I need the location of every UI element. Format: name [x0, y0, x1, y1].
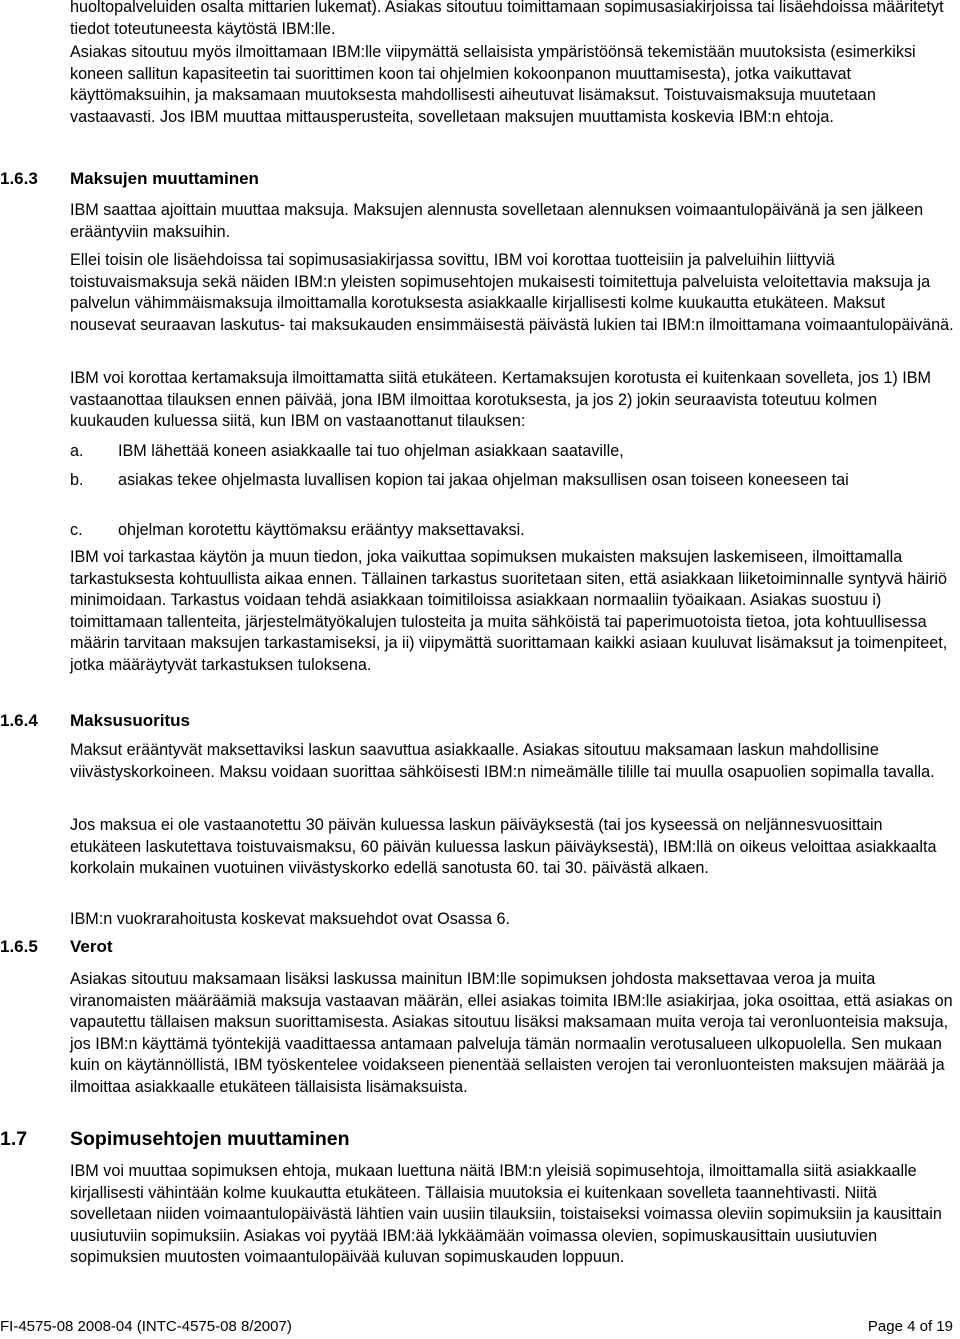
section-heading-1-6-4 [0, 710, 190, 732]
list-marker: c. [70, 521, 83, 539]
section-heading-1-6-3 [0, 168, 259, 190]
paragraph-payment-due: Maksut erääntyvät maksettaviksi laskun saavuttua asiakkaalle. Asiakas sitoutuu maksamaan laskun mahdollisine viivästyskorkoineen. Maksu voidaan suorittaa sähköisesti IBM:n nimeämälle tilille tai muulla osapuolien sopimalla tavalla. [70, 741, 935, 781]
section-title: Sopimusehtojen muuttaminen [70, 1128, 350, 1150]
paragraph-environment-changes: Asiakas sitoutuu myös ilmoittamaan IBM:lle viipymättä sellaisista ympäristöönsä tekemistään muutoksista (esimerkiksi koneen sallitun kapasiteetin tai suorittimen koon tai ohjelmien kokoonpanon muuttamisesta), jotka vaikuttavat käyttömaksuihin, ja maksamaan muutoksesta mahdollisesti aiheutuvat lisämaksut. Toistuvaismaksuja muutetaan vastaavasti. Jos IBM muuttaa mittausperusteita, sovelletaan maksujen muuttamista koskevia IBM:n ehtoja. [70, 43, 916, 126]
paragraph-taxes: Asiakas sitoutuu maksamaan lisäksi laskussa mainitun IBM:lle sopimuksen johdosta maksettavaa veroa ja muita viranomaisten määräämiä maksuja vastaavan määrän, ellei asiakas toimita IBM:lle asiakirjaa, joka osoittaa, että asiakas on vapautettu tällaisen maksun suorittamisesta. Asiakas sitoutuu lisäksi maksamaan muita veroja tai veronluonteisia maksuja, jos IBM:n käyttämä työntekijä vaadittaessa antamaan palveluja tämän normaalin verotusalueen ulkopuolella. Sen mukaan kuin on käytännöllistä, IBM työskentelee voidakseen pienentää sellaisten verojen tai veronluonteisten maksujen määrää ja ilmoittaa asiakkaalle etukäteen tällaisista lisämaksuista. [70, 970, 953, 1096]
paragraph-audit: IBM voi tarkastaa käytön ja muun tiedon, joka vaikuttaa sopimuksen mukaisten maksujen laskemiseen, ilmoittamalla tarkastuksesta kohtuullista aikaa ennen. Tällainen tarkastus suoritetaan siten, että asiakkaan liiketoiminnalle syntyvä häiriö minimoidaan. Tarkastus voidaan tehdä asiakkaan toimitiloissa asiakkaan normaaliin työaikaan. Asiakas suostuu i) toimittamaan tallenteita, järjestelmätyökalujen tulosteita ja muita sähköistä tai paperimuotoista tietoa, jota kohtuullisessa määrin tarvitaan maksujen tarkastamiseksi, ja ii) viipymättä suorittamaan kaikki asiaan kuuluvat lisämaksut ja toimenpiteet, jotka määräytyvät tarkastuksen tuloksena. [70, 548, 948, 674]
paragraph-price-changes: IBM saattaa ajoittain muuttaa maksuja. Maksujen alennusta sovelletaan alennuksen voimaantulopäivänä ja sen jälkeen erääntyviin maksuihin. [70, 201, 924, 241]
section-heading-1-6-5 [0, 936, 113, 958]
section-title: Verot [70, 937, 113, 956]
footer-document-id: FI-4575-08 2008-04 (INTC-4575-08 8/2007) [0, 1318, 292, 1335]
list-item [70, 520, 955, 542]
paragraph-terms-changes: IBM voi muuttaa sopimuksen ehtoja, mukaan luettuna näitä IBM:n yleisiä sopimusehtoja, ilmoittamalla siitä asiakkaalle kirjallisesti vähintään kolme kuukautta etukäteen. Tällaisia muutoksia ei kuitenkaan sovelleta taannehtivasti. Niitä sovelletaan niiden voimaantulopäivästä lähtien vain uusiin tilauksiin, toistaiseksi voimassa oleviin sopimuksiin ja kausittain uusiutuviin sopimuksiin. Asiakas voi pyytää IBM:ää lykkäämään voimassa olevien, sopimuskausittain uusiutuvien sopimuksien muutosten voimaantulopäivää kuluvan sopimuskauden loppuun. [70, 1162, 942, 1266]
paragraph-late-payment: Jos maksua ei ole vastaanotettu 30 päivän kuluessa laskun päiväyksestä (tai jos kyseessä on neljännesvuosittain etukäteen laskutettava toistuvaismaksu, 60 päivän kuluessa laskun päiväyksestä), IBM:llä on oikeus veloittaa asiakkaalta korkolain mukainen vuotuinen viivästyskorko edellä sanotusta 60. tai 30. päivästä alkaen. [70, 816, 937, 877]
section-number: 1.7 [0, 1128, 28, 1150]
section-number: 1.6.4 [0, 711, 38, 730]
list-item-text: IBM lähettää koneen asiakkaalle tai tuo ohjelman asiakkaan saataville, [118, 442, 624, 460]
paragraph-one-time-charges: IBM voi korottaa kertamaksuja ilmoittamatta siitä etukäteen. Kertamaksujen korotusta ei kuitenkaan sovelleta, jos 1) IBM vastaanottaa tilauksen ennen päivää, jona IBM ilmoittaa korotuksesta, ja jos 2) jokin seuraavista toteutuu kolmen kuukauden kuluessa siitä, kun IBM on vastaanottanut tilauksen: [70, 369, 932, 430]
section-number: 1.6.5 [0, 937, 38, 956]
list-marker: a. [70, 442, 84, 460]
paragraph-usage-reporting: huoltopalveluiden osalta mittarien lukemat). Asiakas sitoutuu toimittamaan sopimusasiakirjoissa tai lisäehdoissa määritetyt tiedot toteutuneesta käytöstä IBM:lle. [70, 0, 944, 38]
paragraph-leasing-terms: IBM:n vuokrarahoitusta koskevat maksuehdot ovat Osassa 6. [70, 910, 510, 928]
footer-page-number: Page 4 of 19 [867, 1318, 953, 1335]
list-item-text: ohjelman korotettu käyttömaksu erääntyy maksettavaksi. [118, 521, 525, 539]
section-number: 1.6.3 [0, 169, 38, 188]
section-title: Maksujen muuttaminen [70, 169, 259, 188]
list-item [70, 470, 955, 492]
list-marker: b. [70, 471, 84, 489]
section-title: Maksusuoritus [70, 711, 190, 730]
paragraph-price-increase: Ellei toisin ole lisäehdoissa tai sopimusasiakirjassa sovittu, IBM voi korottaa tuotteisiin ja palveluihin liittyviä toistuvaismaksuja sekä näiden IBM:n yleisten sopimusehtojen mukaisesti toimitettuja palveluista veloitettavia maksuja ja palvelun vähimmäismaksuja ilmoittamalla korotuksesta asiakkaalle kirjallisesti kolme kuukautta etukäteen. Maksut nousevat seuraavan laskutus- tai maksukauden ensimmäisestä päivästä lukien tai IBM:n ilmoittamana voimaantulopäivänä. [70, 251, 954, 334]
list-item-text: asiakas tekee ohjelmasta luvallisen kopion tai jakaa ohjelman maksullisen osan toiseen koneeseen tai [118, 471, 849, 489]
section-heading-1-7 [0, 1127, 350, 1151]
list-item [70, 441, 955, 463]
